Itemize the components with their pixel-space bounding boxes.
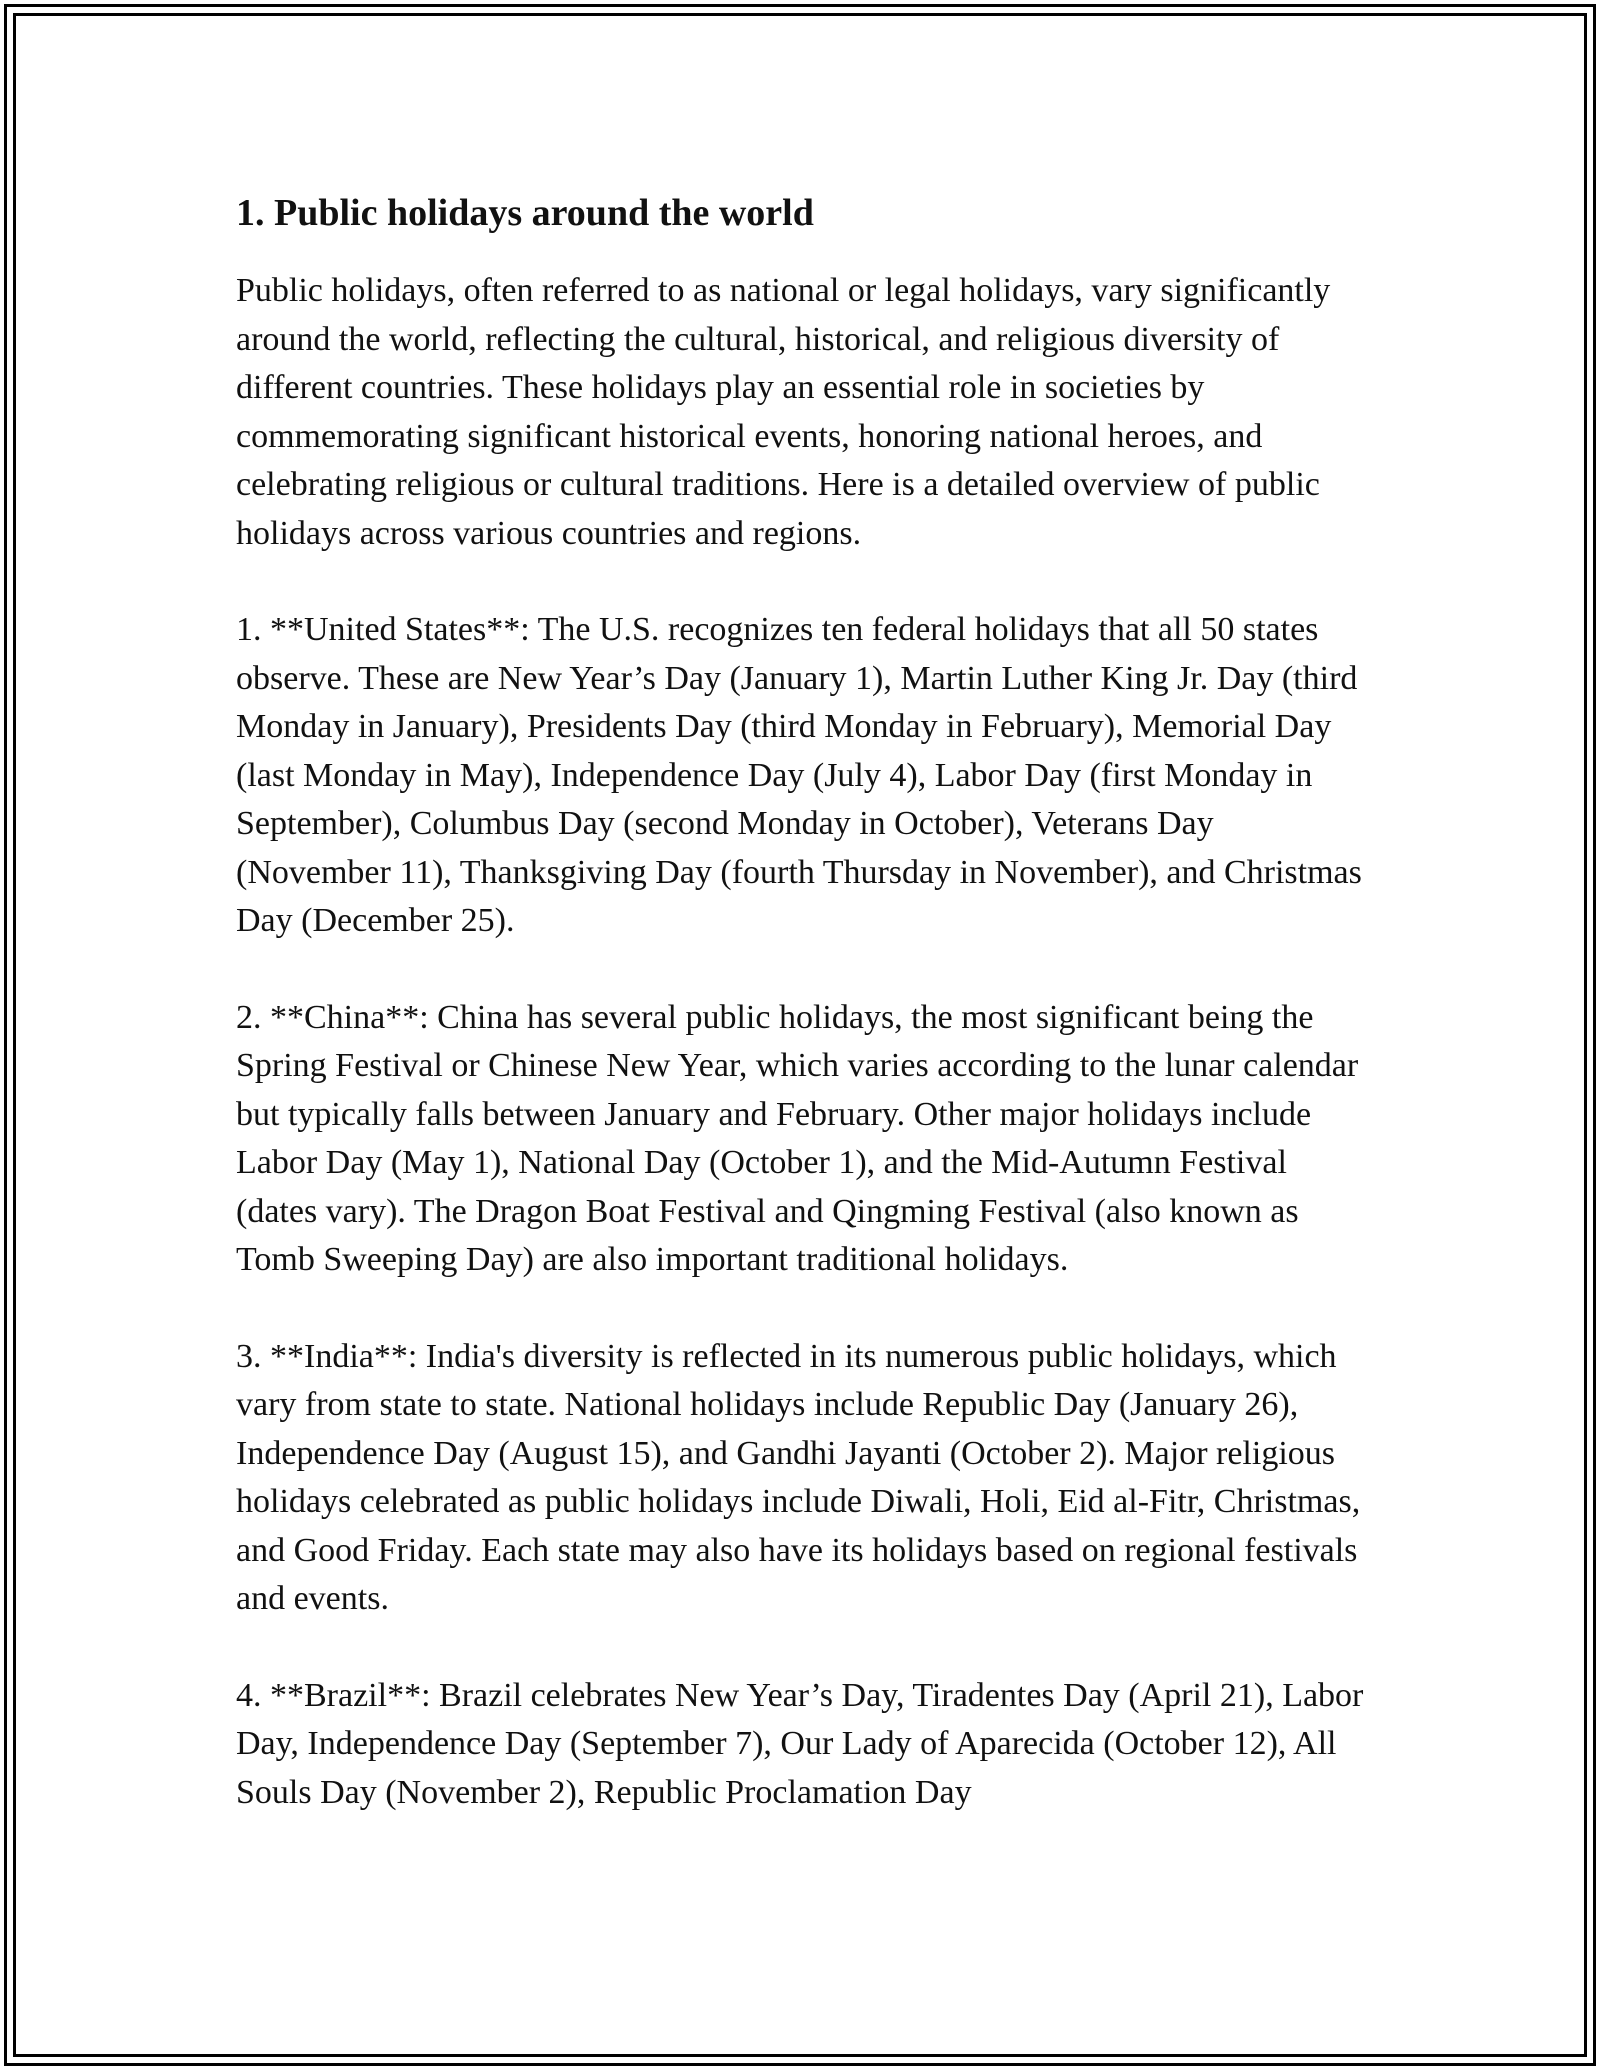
section-heading: 1. Public holidays around the world: [236, 192, 814, 234]
document-body: [236, 185, 1376, 1865]
intro-paragraph: Public holidays, often referred to as national or legal holidays, vary significantly around the world, reflecting the cultural, historical, and religious diversity of different countries. These holidays play an essential role in societies by commemorating significant historical events, honoring national heroes, and celebrating religious or cultural traditions. Here is a detailed overview of public holidays across various countries and regions.: [236, 272, 1331, 552]
china-paragraph: 2. **China**: China has several public holidays, the most significant being the Spring Festival or Chinese New Year, which varies according to the lunar calendar but typically falls between January and February. Other major holidays include Labor Day (May 1), National Day (October 1), and the Mid-Autumn Festival (dates vary). The Dragon Boat Festival and Qingming Festival (also known as Tomb Sweeping Day) are also important traditional holidays.: [236, 998, 1359, 1278]
brazil-paragraph: 4. **Brazil**: Brazil celebrates New Year’s Day, Tiradentes Day (April 21), Labor Day, Independence Day (September 7), Our Lady of Aparecida (October 12), All Souls Day (November 2), Republic Proclamation Day: [236, 1676, 1364, 1811]
united-states-paragraph: 1. **United States**: The U.S. recognizes ten federal holidays that all 50 states observe. These are New Year’s Day (January 1), Martin Luther King Jr. Day (third Monday in January), Presidents Day (third Monday in February), Memorial Day (last Monday in May), Independence Day (July 4), Labor Day (first Monday in September), Columbus Day (second Monday in October), Veterans Day (November 11), Thanksgiving Day (fourth Thursday in November), and Christmas Day (December 25).: [236, 611, 1362, 939]
india-paragraph: 3. **India**: India's diversity is reflected in its numerous public holidays, which vary from state to state. National holidays include Republic Day (January 26), Independence Day (August 15), and Gandhi Jayanti (October 2). Major religious holidays celebrated as public holidays include Diwali, Holi, Eid al-Fitr, Christmas, and Good Friday. Each state may also have its holidays based on regional festivals and events.: [236, 1337, 1361, 1617]
